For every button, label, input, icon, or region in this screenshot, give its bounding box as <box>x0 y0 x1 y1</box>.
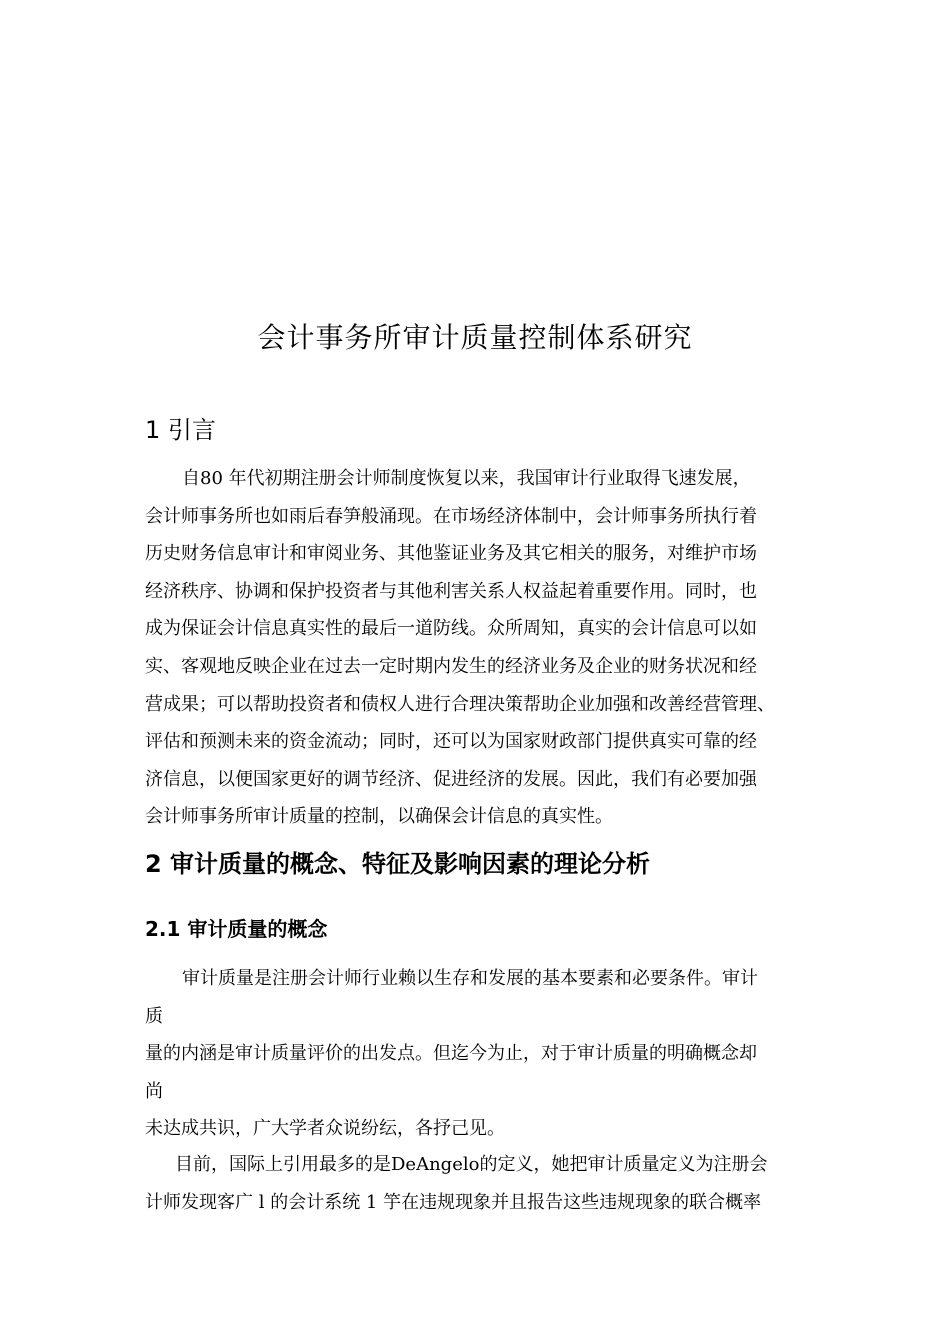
document-title: 会计事务所审计质量控制体系研究 <box>257 321 693 354</box>
paragraph-line: 评估和预测未来的资金流动；同时，还可以为国家财政部门提供真实可靠的经 <box>145 731 757 753</box>
paragraph-line: 计师发现客广 l 的会计系统 1 竽在违规现象并且报告这些违规现象的联合概率 <box>145 1191 762 1213</box>
paragraph-line: 会计师事务所也如雨后春笋般涌现。在市场经济体制中，会计师事务所执行着 <box>145 505 757 527</box>
paragraph-line: 尚 <box>145 1080 163 1102</box>
section-2-heading: 2 审计质量的概念、特征及影响因素的理论分析 <box>145 850 651 878</box>
paragraph-line: 会计师事务所审计质量的控制，以确保会计信息的真实性。 <box>145 806 613 828</box>
paragraph-line: 目前，国际上引用最多的是DeAngelo的定义，她把审计质量定义为注册会 <box>175 1154 768 1175</box>
section-2-1-paragraph-2 <box>145 1146 815 1221</box>
section-2-1-paragraph-1 <box>145 960 815 1148</box>
paragraph-line: 审计质量是注册会计师行业赖以生存和发展的基本要素和必要条件。审计 <box>182 968 758 989</box>
paragraph-line: 实、客观地反映企业在过去一定时期内发生的经济业务及企业的财务状况和经 <box>145 655 757 677</box>
paragraph-line: 济信息，以便国家更好的调节经济、促进经济的发展。因此，我们有必要加强 <box>145 768 757 790</box>
paragraph-line: 经济秩序、协调和保护投资者与其他利害关系人权益起着重要作用。同时，也 <box>145 580 757 602</box>
paragraph-line: 历史财务信息审计和审阅业务、其他鉴证业务及其它相关的服务，对维护市场 <box>145 543 757 565</box>
paragraph-line: 质 <box>145 1005 163 1027</box>
paragraph-line: 营成果；可以帮助投资者和债权人进行合理决策帮助企业加强和改善经营管理、 <box>145 693 775 715</box>
section-2-1-heading: 2.1 审计质量的概念 <box>145 917 328 941</box>
paragraph-line: 未达成共识，广大学者众说纷纭，各抒己见。 <box>145 1118 505 1140</box>
paragraph-line: 自80 年代初期注册会计师制度恢复以来，我国审计行业取得飞速发展， <box>182 468 751 489</box>
paragraph-line: 量的内涵是审计质量评价的出发点。但迄今为止，对于审计质量的明确概念却 <box>145 1043 757 1065</box>
paragraph-line: 成为保证会计信息真实性的最后一道防线。众所周知，真实的会计信息可以如 <box>145 618 757 640</box>
section-1-heading: 1 引言 <box>145 416 216 444</box>
section-1-paragraph <box>145 460 815 836</box>
